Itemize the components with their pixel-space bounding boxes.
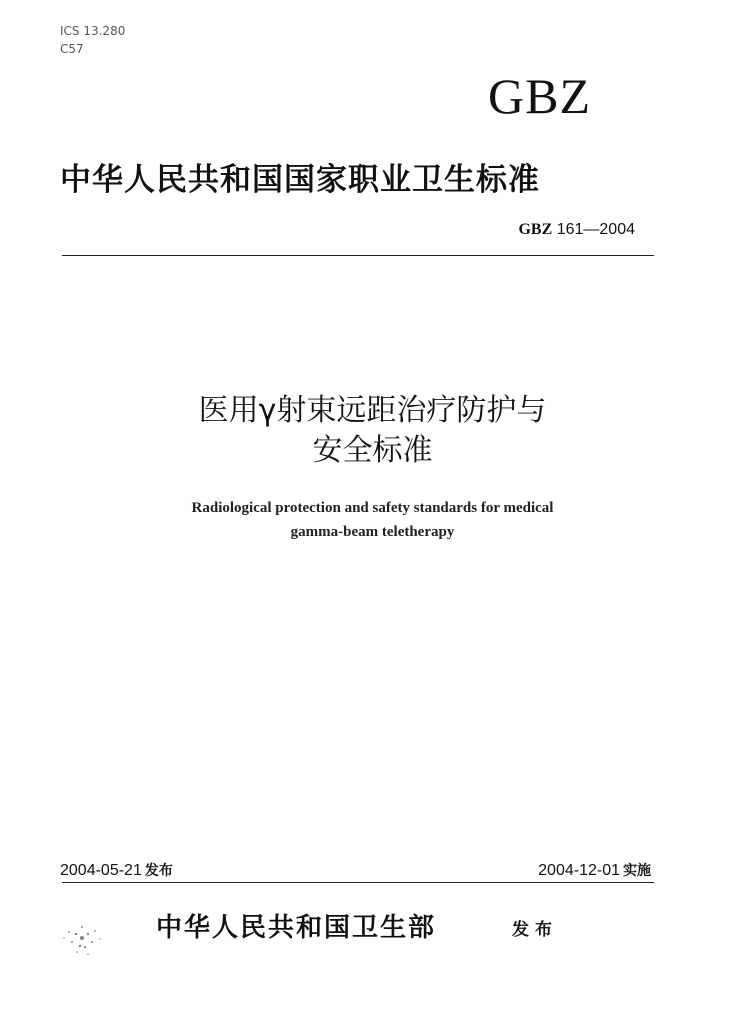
standard-mark: GBZ	[488, 68, 591, 124]
footer-divider	[62, 882, 654, 883]
issuing-authority: 中华人民共和国卫生部	[156, 913, 437, 943]
category-code: C57	[60, 42, 84, 56]
ics-code: ICS 13.280	[60, 24, 126, 38]
publish-date-block	[60, 860, 173, 882]
effective-label: 实施	[623, 863, 651, 879]
issuing-label: 发布	[512, 920, 558, 940]
effective-date-block	[538, 860, 651, 882]
header-divider	[62, 255, 654, 256]
english-title-line-1: Radiological protection and safety standards for medical	[191, 500, 554, 516]
chinese-title-line-2: 安全标准	[312, 433, 433, 468]
effective-date: 2004-12-01	[538, 862, 620, 879]
standard-number-prefix: GBZ	[518, 221, 553, 238]
national-emblem-icon	[52, 912, 112, 968]
standard-type-heading: 中华人民共和国国家职业卫生标准	[60, 162, 540, 198]
classification-codes	[60, 22, 125, 58]
standard-number-value: 161—2004	[556, 221, 635, 238]
publish-date: 2004-05-21	[60, 862, 142, 879]
english-title-line-2: gamma-beam teletherapy	[290, 524, 455, 540]
standard-number	[518, 220, 635, 240]
chinese-title-line-1: 医用γ射束远距治疗防护与	[198, 393, 547, 428]
publish-label: 发布	[144, 863, 173, 879]
